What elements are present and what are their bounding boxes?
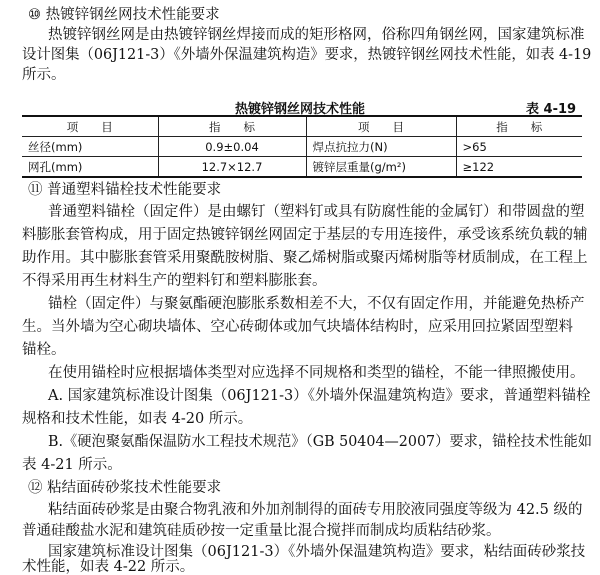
- table-cell: 网孔(mm): [22, 157, 158, 178]
- header-cell: 指 标: [456, 116, 582, 137]
- paragraph-line: 粘结面砖砂浆是由聚合物乳液和外加剂制得的面砖专用胶液同强度等级为 42.5 级的: [48, 502, 583, 518]
- paragraph-line: 表 4-21 所示。: [22, 457, 122, 473]
- table-row: [22, 137, 582, 157]
- section-11-heading: ⑪ 普通塑料锚栓技术性能要求: [28, 182, 222, 198]
- table-cell: ≥122: [456, 157, 582, 178]
- paragraph-line: 热镀锌钢丝网是由热镀锌钢丝焊接而成的矩形格网，俗称四角钢丝网，国家建筑标准: [48, 27, 585, 43]
- table-row: [22, 157, 582, 178]
- table-title: 热镀锌钢丝网技术性能: [235, 102, 366, 117]
- table-cell: 丝径(mm): [22, 137, 158, 157]
- header-cell: 项 目: [306, 116, 456, 137]
- paragraph-line: 在使用锚栓时应根据墙体类型对应选择不同规格和类型的锚栓，不能一律照搬使用。: [48, 365, 585, 381]
- table-cell: >65: [456, 137, 582, 157]
- table-number: 表 4-19: [526, 102, 577, 117]
- paragraph-line: 术性能，如表 4-22 所示。: [22, 559, 195, 575]
- paragraph-line: 料膨胀套管构成，用于固定热镀锌钢丝网固定于基层的专用连接件，承受该系统负载的辅: [22, 227, 588, 243]
- paragraph-line: 锚栓。: [22, 342, 66, 358]
- table-cell: 焊点抗拉力(N): [306, 137, 456, 157]
- table-cell: 0.9±0.04: [158, 137, 306, 157]
- paragraph-line: 国家建筑标准设计图集（06J121-3）《外墙外保温建筑构造》要求，粘结面砖砂浆技: [48, 544, 586, 560]
- table-cell: 12.7×12.7: [158, 157, 306, 178]
- paragraph-line: 生。当外墙为空心砌块墙体、空心砖砌体或加气块墙体结构时，应采用回拉紧固型塑料: [22, 319, 573, 335]
- section-12-heading: ⑫ 粘结面砖砂浆技术性能要求: [28, 480, 222, 496]
- paragraph-line: 锚栓（固定件）与聚氨酯硬泡膨胀系数相差不大，不仅有固定作用，并能避免热桥产: [48, 296, 585, 312]
- paragraph-line: A. 国家建筑标准设计图集（06J121-3）《外墙外保温建筑构造》要求，普通塑料锚栓: [48, 388, 591, 404]
- header-cell: 指 标: [158, 116, 306, 137]
- paragraph-line: 普通硅酸盐水泥和建筑硅质砂按一定重量比混合搅拌而制成均质粘结砂浆。: [22, 523, 501, 539]
- spec-table: [22, 115, 582, 178]
- section-10-heading: ⑩ 热镀锌钢丝网技术性能要求: [28, 7, 220, 23]
- header-cell: 项 目: [22, 116, 158, 137]
- paragraph-line: 不得采用再生材料生产的塑料钉和塑料膨胀套。: [22, 273, 327, 289]
- paragraph-line: 设计图集（06J121-3）《外墙外保温建筑构造》要求，热镀锌钢丝网技术性能，如表 4-19: [22, 47, 592, 63]
- paragraph-line: 所示。: [22, 67, 66, 83]
- table-header-row: [22, 116, 582, 137]
- paragraph-line: 助作用。其中膨胀套管采用聚酰胺树脂、聚乙烯树脂或聚丙烯树脂等材质制成，在工程上: [22, 250, 588, 266]
- paragraph-line: 普通塑料锚栓（固定件）是由螺钉（塑料钉或具有防腐性能的金属钉）和带圆盘的塑: [48, 204, 585, 220]
- paragraph-line: 规格和技术性能，如表 4-20 所示。: [22, 411, 253, 427]
- paragraph-line: B.《硬泡聚氨酯保温防水工程技术规范》（GB 50404—2007）要求，锚栓技术性能如: [48, 434, 593, 450]
- table-cell: 镀锌层重量(g/m²): [306, 157, 456, 178]
